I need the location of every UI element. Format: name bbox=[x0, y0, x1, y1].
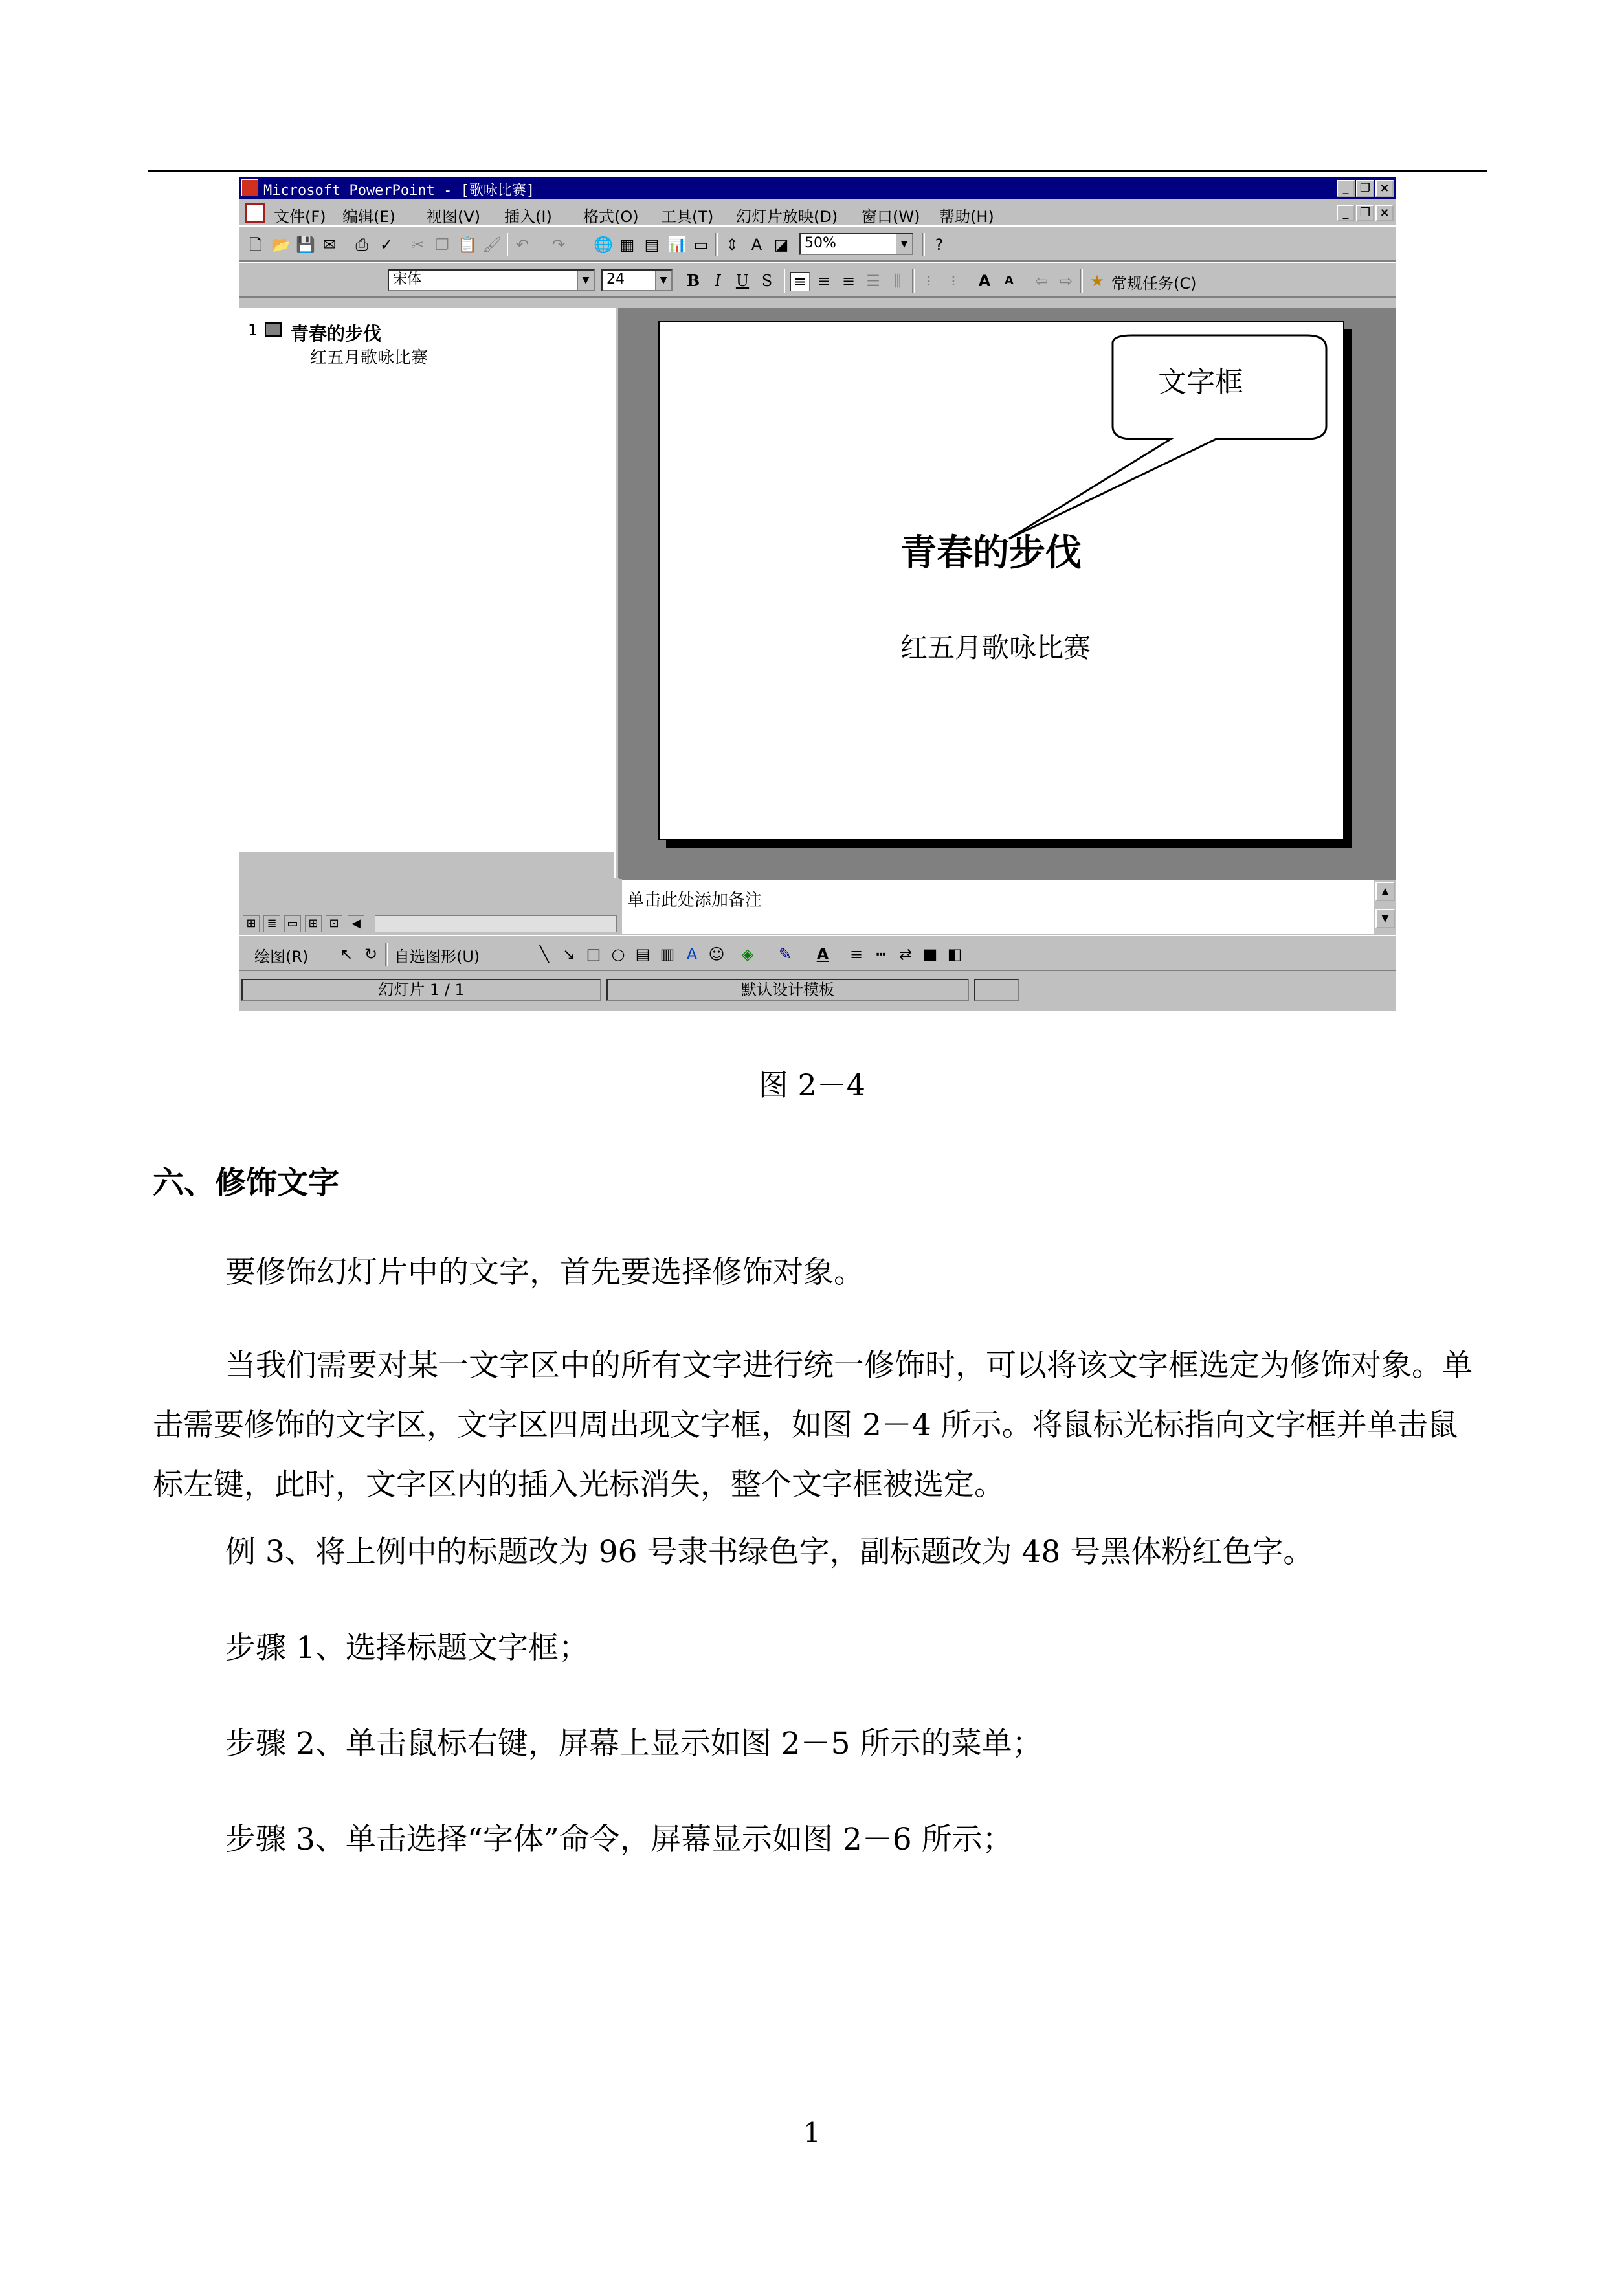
oval-icon[interactable]: ○ bbox=[611, 945, 625, 963]
expand-all-icon[interactable]: ⇕ bbox=[725, 236, 739, 254]
font-color-icon[interactable]: A bbox=[816, 945, 829, 963]
arrow-icon[interactable]: ↘ bbox=[562, 945, 576, 963]
separator bbox=[1080, 269, 1083, 293]
font-size-value: 24 bbox=[606, 271, 625, 287]
underline-icon[interactable]: U bbox=[735, 272, 750, 290]
standard-toolbar bbox=[239, 225, 1396, 262]
bold-icon[interactable]: B bbox=[686, 271, 700, 290]
notes-pane[interactable] bbox=[622, 879, 1396, 934]
slide-sorter-icon[interactable]: ⊞ bbox=[305, 915, 322, 932]
outline-pane[interactable] bbox=[239, 308, 614, 852]
separator bbox=[968, 269, 970, 293]
figure-caption: 图 2－4 bbox=[758, 1068, 866, 1102]
restore-button[interactable]: ❐ bbox=[1356, 180, 1374, 197]
paragraph-6: 步骤 3、单击选择“字体”命令，屏幕显示如图 2－6 所示； bbox=[225, 1822, 1013, 1857]
separator bbox=[401, 233, 403, 256]
common-tasks-button[interactable]: 常规任务(C) bbox=[1111, 274, 1197, 293]
separator bbox=[715, 233, 718, 256]
font-name-select[interactable] bbox=[388, 269, 595, 291]
show-formatting-icon[interactable]: A bbox=[751, 236, 762, 254]
shadow-style-icon[interactable]: ■ bbox=[922, 945, 938, 963]
menu-file[interactable]: 文件(F) bbox=[274, 208, 326, 226]
3d-style-icon[interactable]: ◧ bbox=[947, 945, 962, 963]
callout-shape[interactable] bbox=[660, 322, 1346, 842]
undo-icon[interactable]: ↶ bbox=[515, 236, 529, 254]
font-name-value: 宋体 bbox=[393, 271, 422, 287]
view-buttons-bar bbox=[239, 914, 621, 934]
slide-view-icon[interactable]: ▭ bbox=[284, 915, 301, 932]
close-button[interactable]: × bbox=[1375, 180, 1394, 197]
paragraph-3: 例 3、将上例中的标题改为 96 号隶书绿色字，副标题改为 48 号黑体粉红色字。 bbox=[225, 1534, 1314, 1570]
zoom-select[interactable] bbox=[799, 233, 913, 255]
menu-bar bbox=[239, 201, 1396, 225]
menu-window[interactable]: 窗口(W) bbox=[862, 208, 920, 226]
status-slide-info: 幻灯片 1 / 1 bbox=[241, 979, 601, 1001]
copy-icon[interactable]: ❐ bbox=[435, 236, 449, 254]
open-icon[interactable]: 📂 bbox=[271, 236, 291, 254]
status-bar bbox=[239, 976, 1396, 1002]
print-icon[interactable]: ⎙ bbox=[355, 236, 368, 254]
demote-icon[interactable]: ⇨ bbox=[1059, 272, 1073, 290]
chevron-down-icon[interactable]: ▼ bbox=[896, 234, 912, 254]
zoom-value: 50% bbox=[805, 235, 836, 251]
separator bbox=[385, 943, 388, 966]
wordart-icon[interactable]: A bbox=[686, 945, 698, 963]
slide-pane bbox=[619, 308, 1396, 879]
separator bbox=[912, 269, 915, 293]
line-color-icon[interactable]: ✎ bbox=[778, 945, 792, 963]
outline-title[interactable]: 青春的步伐 bbox=[291, 323, 382, 344]
section-heading: 六、修饰文字 bbox=[153, 1165, 340, 1201]
cut-icon[interactable]: ✂ bbox=[410, 236, 425, 254]
bullets-icon[interactable]: ⁝ bbox=[951, 272, 956, 290]
slide-canvas[interactable] bbox=[658, 321, 1344, 840]
paragraph-5: 步骤 2、单击鼠标右键，屏幕上显示如图 2－5 所示的菜单； bbox=[225, 1726, 1043, 1762]
font-size-select[interactable] bbox=[601, 269, 673, 291]
page-number: 1 bbox=[803, 2117, 821, 2149]
minimize-button[interactable]: _ bbox=[1337, 180, 1355, 197]
doc-minimize-button[interactable]: _ bbox=[1337, 205, 1355, 221]
select-objects-icon[interactable]: ↖ bbox=[339, 945, 353, 963]
chevron-down-icon[interactable]: ▼ bbox=[577, 271, 594, 290]
align-left-icon[interactable]: ≡ bbox=[790, 272, 810, 291]
grayscale-icon[interactable]: ◪ bbox=[773, 236, 789, 254]
draw-menu-button[interactable]: 绘图(R) bbox=[254, 948, 309, 966]
promote-icon[interactable]: ⇦ bbox=[1034, 272, 1049, 290]
rectangle-icon[interactable]: □ bbox=[586, 945, 601, 963]
window-title: Microsoft PowerPoint - [歌咏比赛] bbox=[263, 183, 535, 199]
new-slide-icon[interactable]: ▭ bbox=[693, 236, 709, 254]
slideshow-icon[interactable]: ⊡ bbox=[326, 915, 342, 932]
menu-tools[interactable]: 工具(T) bbox=[661, 208, 714, 226]
align-center-icon[interactable]: ≡ bbox=[817, 272, 831, 290]
scroll-left-icon[interactable]: ◀ bbox=[348, 915, 364, 932]
fill-color-icon[interactable]: ◈ bbox=[741, 945, 754, 963]
powerpoint-screenshot bbox=[239, 177, 1396, 1011]
slide-subtitle[interactable]: 红五月歌咏比赛 bbox=[900, 632, 1091, 664]
drawing-toolbar bbox=[239, 935, 1396, 971]
redo-icon[interactable]: ↷ bbox=[551, 236, 566, 254]
status-template: 默认设计模板 bbox=[606, 979, 969, 1001]
doc-restore-button[interactable]: ❐ bbox=[1356, 205, 1374, 221]
animation-effects-icon[interactable]: ★ bbox=[1090, 272, 1104, 290]
scroll-down-icon[interactable]: ▼ bbox=[1375, 909, 1395, 928]
email-icon[interactable]: ✉ bbox=[322, 236, 337, 254]
free-rotate-icon[interactable]: ↻ bbox=[364, 945, 378, 963]
numbering-icon[interactable]: ⁝ bbox=[926, 272, 931, 290]
header-rule bbox=[148, 170, 1487, 172]
textbox-icon[interactable]: ▤ bbox=[635, 945, 651, 963]
menu-format[interactable]: 格式(O) bbox=[583, 208, 639, 226]
separator bbox=[783, 269, 785, 293]
new-icon[interactable]: 🗋 bbox=[249, 236, 262, 254]
status-empty-cell bbox=[974, 979, 1019, 1001]
format-painter-icon[interactable]: 🖌 bbox=[482, 236, 502, 254]
columns-icon[interactable]: ⫼ bbox=[894, 272, 902, 290]
outline-slide-number: 1 bbox=[248, 321, 258, 339]
separator bbox=[922, 233, 925, 256]
powerpoint-app-icon[interactable] bbox=[241, 179, 258, 196]
outline-view-icon[interactable]: ≣ bbox=[263, 915, 280, 932]
horizontal-scrollbar[interactable] bbox=[375, 915, 617, 932]
tables-borders-icon[interactable]: ▦ bbox=[619, 236, 635, 254]
slide-title[interactable]: 青春的步伐 bbox=[900, 532, 1082, 574]
distributed-icon[interactable]: ☰ bbox=[866, 272, 880, 290]
paste-icon[interactable]: 📋 bbox=[458, 236, 477, 254]
decrease-font-icon[interactable]: A bbox=[1005, 274, 1014, 287]
document-icon[interactable] bbox=[245, 203, 265, 223]
menu-slideshow[interactable]: 幻灯片放映(D) bbox=[736, 208, 838, 226]
normal-view-icon[interactable]: ⊞ bbox=[243, 915, 260, 932]
menu-insert[interactable]: 插入(I) bbox=[504, 208, 552, 226]
insert-chart-icon[interactable]: 📊 bbox=[667, 236, 687, 254]
separator bbox=[506, 233, 508, 256]
slide-icon[interactable] bbox=[265, 322, 282, 337]
clipart-icon[interactable]: ☺ bbox=[708, 945, 725, 963]
save-icon[interactable]: 💾 bbox=[296, 236, 315, 254]
vertical-textbox-icon[interactable]: ▥ bbox=[660, 945, 675, 963]
menu-view[interactable]: 视图(V) bbox=[427, 208, 481, 226]
notes-placeholder[interactable]: 单击此处添加备注 bbox=[627, 891, 762, 910]
dash-style-icon[interactable]: ┅ bbox=[876, 945, 886, 963]
formatting-toolbar bbox=[239, 262, 1396, 298]
notes-scrollbar[interactable] bbox=[1374, 880, 1396, 934]
spelling-icon[interactable]: ✓ bbox=[379, 236, 394, 254]
hyperlink-icon[interactable]: 🌐 bbox=[594, 236, 613, 254]
title-bar bbox=[239, 177, 1396, 199]
pane-splitter[interactable] bbox=[614, 308, 619, 878]
help-icon[interactable]: ? bbox=[935, 236, 944, 254]
callout-label: 文字框 bbox=[1158, 366, 1243, 399]
insert-table-icon[interactable]: ▤ bbox=[644, 236, 660, 254]
autoshapes-button[interactable]: 自选图形(U) bbox=[394, 948, 480, 966]
shadow-icon[interactable]: S bbox=[761, 272, 773, 290]
scroll-up-icon[interactable]: ▲ bbox=[1375, 882, 1395, 901]
paragraph-2: 当我们需要对某一文字区中的所有文字进行统一修饰时，可以将该文字框选定为修饰对象。单击需要修饰的文字区，文字区四周出现文字框，如图 2－4 所示。将鼠标光标指向文字框并单击鼠标左键，此时，文字区内的插入光标消失，整个文字框被选定。 bbox=[153, 1348, 1473, 1503]
doc-close-button[interactable]: × bbox=[1375, 205, 1394, 221]
outline-subtitle[interactable]: 红五月歌咏比赛 bbox=[310, 348, 428, 368]
paragraph-4: 步骤 1、选择标题文字框； bbox=[225, 1630, 589, 1666]
align-right-icon[interactable]: ≡ bbox=[841, 272, 856, 290]
separator bbox=[731, 943, 733, 966]
separator bbox=[1025, 269, 1027, 293]
line-style-icon[interactable]: ≡ bbox=[849, 945, 863, 963]
italic-icon[interactable]: I bbox=[715, 272, 721, 290]
chevron-down-icon[interactable]: ▼ bbox=[655, 271, 671, 290]
menu-help[interactable]: 帮助(H) bbox=[939, 208, 994, 226]
increase-font-icon[interactable]: A bbox=[978, 272, 991, 290]
paragraph-1: 要修饰幻灯片中的文字，首先要选择修饰对象。 bbox=[225, 1255, 864, 1290]
separator bbox=[586, 233, 588, 256]
line-icon[interactable]: ╲ bbox=[539, 945, 550, 963]
arrow-style-icon[interactable]: ⇄ bbox=[898, 945, 913, 963]
menu-edit[interactable]: 编辑(E) bbox=[342, 208, 395, 226]
